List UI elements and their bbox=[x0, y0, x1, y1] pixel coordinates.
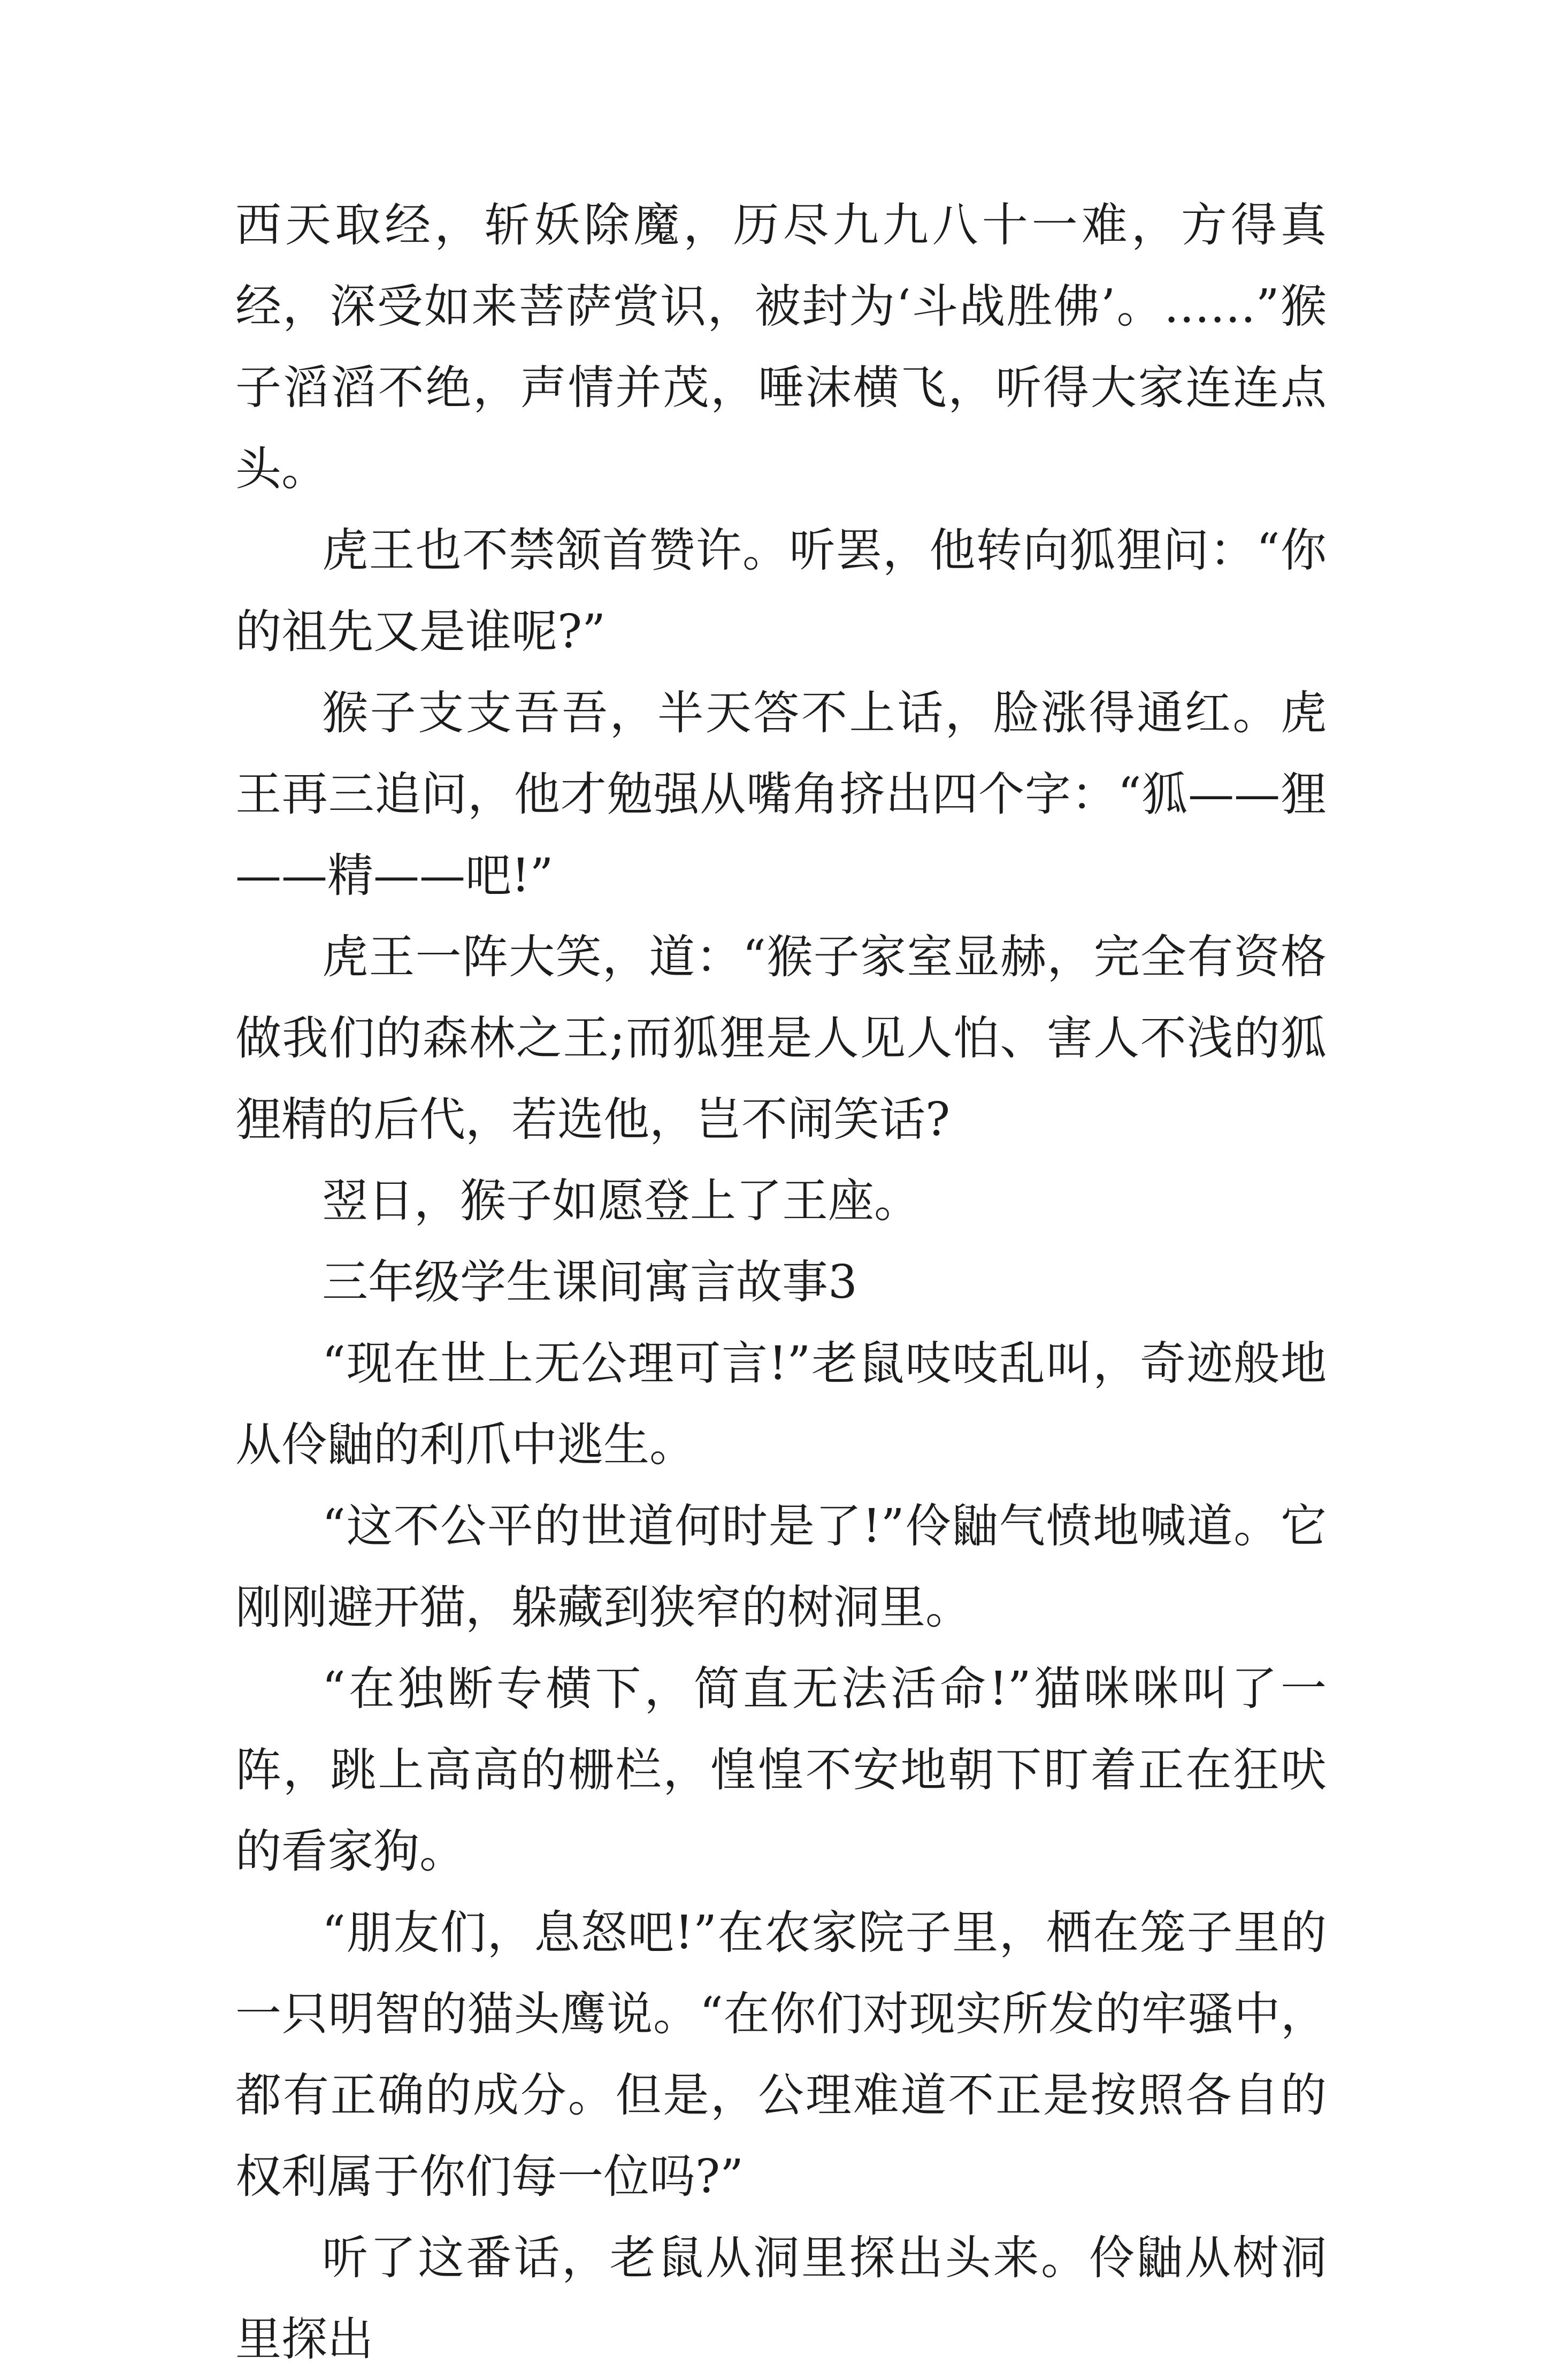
section-heading: 三年级学生课间寓言故事3 bbox=[322, 1256, 857, 1309]
paragraph-11: 听了这番话，老鼠从洞里探出头来。伶鼬从树洞里探出 bbox=[235, 2231, 1327, 2366]
paragraph-3: 猴子支支吾吾，半天答不上话，脸涨得通红。虎王再三追问，他才勉强从嘴角挤出四个字：“狐——狸——精——吧!” bbox=[235, 686, 1327, 902]
paragraph-10: “朋友们，息怒吧!”在农家院子里，栖在笼子里的一只明智的猫头鹰说。“在你们对现实所发的牢骚中，都有正确的成分。但是，公理难道不正是按照各自的权利属于你们每一位吗?” bbox=[235, 1906, 1327, 2203]
paragraph-1: 西天取经，斩妖除魔，历尽九九八十一难，方得真经，深受如来菩萨赏识，被封为‘斗战胜佛’。……”猴子滔滔不绝，声情并茂，唾沫横飞，听得大家连连点头。 bbox=[235, 198, 1327, 496]
paragraph-9: “在独断专横下，简直无法活命!”猫咪咪叫了一阵，跳上高高的栅栏，惶惶不安地朝下盯着正在狂吠的看家狗。 bbox=[235, 1662, 1327, 1878]
body-text bbox=[235, 185, 1327, 2380]
paragraph-4: 虎王一阵大笑，道：“猴子家室显赫，完全有资格做我们的森林之王;而狐狸是人见人怕、害人不浅的狐狸精的后代，若选他，岂不闹笑话? bbox=[235, 930, 1327, 1146]
paragraph-5: 翌日，猴子如愿登上了王座。 bbox=[322, 1174, 920, 1228]
paragraph-7: “现在世上无公理可言!”老鼠吱吱乱叫，奇迹般地从伶鼬的利爪中逃生。 bbox=[235, 1337, 1327, 1472]
paragraph-2: 虎王也不禁颔首赞许。听罢，他转向狐狸问：“你的祖先又是谁呢?” bbox=[235, 524, 1327, 659]
paragraph-8: “这不公平的世道何时是了!”伶鼬气愤地喊道。它刚刚避开猫，躲藏到狭窄的树洞里。 bbox=[235, 1499, 1327, 1634]
